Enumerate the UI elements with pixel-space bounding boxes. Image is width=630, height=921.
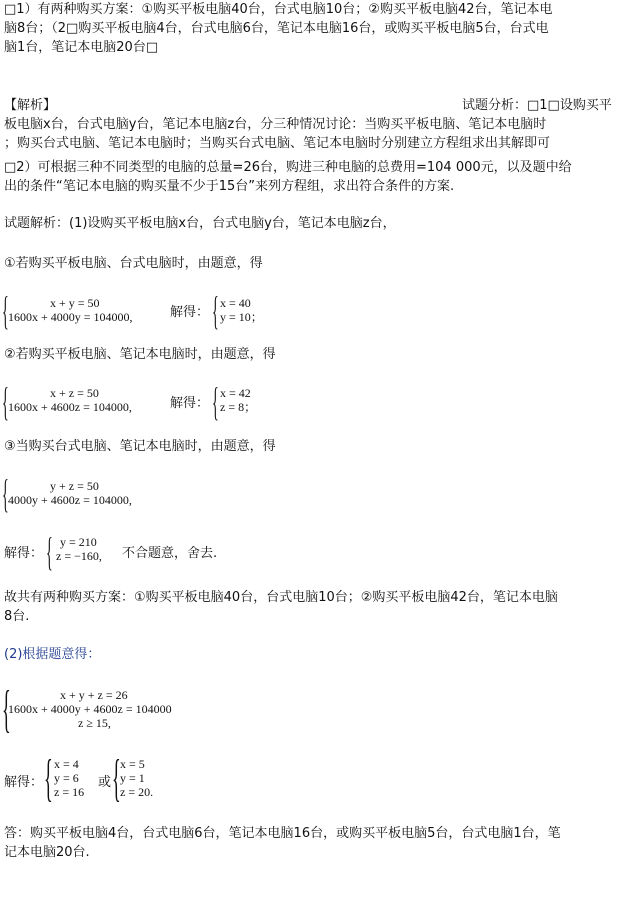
case-2-heading: ②若购买平板电脑、笔记本电脑时，由题意，得: [4, 347, 276, 362]
equation: 4000y + 4600z = 104000,: [8, 493, 132, 507]
analysis-heading: 【解析】: [4, 98, 57, 113]
analysis-line-4: 出的条件“笔记本电脑的购买量不少于15台”来列方程组，求出符合条件的方案.: [4, 179, 455, 194]
left-brace: {: [46, 529, 53, 574]
analysis-line-1: 板电脑x台，台式电脑y台，笔记本电脑z台，分三种情况讨论：当购买平板电脑、笔记本电脑时: [4, 117, 547, 132]
equation: z = −160,: [56, 549, 102, 563]
analysis-line-2: ；购买台式电脑、笔记本电脑时；当购买台式电脑、笔记本电脑时分别建立方程组求出其解即可: [4, 136, 551, 151]
equation: 1600x + 4000y + 4600z = 104000: [8, 702, 172, 716]
solution-label: 解得：: [4, 546, 44, 561]
equation: y = 10；: [220, 310, 263, 324]
left-brace: {: [2, 471, 9, 516]
left-brace: {: [2, 681, 11, 738]
equation: z = 20.: [120, 785, 154, 799]
reject-note: 不合题意，舍去.: [122, 546, 218, 561]
equation: x + y + z = 26: [60, 688, 128, 702]
left-brace: {: [2, 379, 9, 424]
solution-intro: 试题解析：(1)设购买平板电脑x台，台式电脑y台，笔记本电脑z台，: [4, 216, 396, 231]
left-brace: {: [212, 379, 219, 424]
equation: y = 210: [60, 535, 97, 549]
solution-label: 解得：: [170, 396, 210, 411]
equation: x = 5: [120, 757, 145, 771]
equation: z = 8；: [220, 400, 257, 414]
equation: z ≥ 15,: [78, 716, 111, 730]
or-label: 或: [98, 775, 112, 790]
answer-line-2: 脑8台；（2□购买平板电脑4台，台式电脑6台，笔记本电脑16台，或购买平板电脑5台，台式电: [4, 21, 549, 36]
equation: x = 42: [220, 386, 251, 400]
case-3-heading: ③当购买台式电脑、笔记本电脑时，由题意，得: [4, 439, 276, 454]
left-brace: {: [44, 750, 53, 807]
answer-line-1: □1）有两种购买方案：①购买平板电脑40台，台式电脑10台；②购买平板电脑42台，笔记本电: [4, 2, 553, 17]
equation: 1600x + 4600z = 104000,: [8, 400, 132, 414]
case-1-heading: ①若购买平板电脑、台式电脑时，由题意，得: [4, 256, 263, 271]
equation: 1600x + 4000y = 104000,: [8, 310, 133, 324]
part-2-heading: (2)根据题意得：: [4, 647, 101, 662]
left-brace: {: [212, 288, 219, 333]
final-answer-line-2: 记本电脑20台.: [4, 845, 90, 860]
analysis-line-3: □2）可根据三种不同类型的电脑的总量=26台，购进三种电脑的总费用=104 000元，以及题中给: [4, 160, 572, 175]
equation: y + z = 50: [50, 479, 99, 493]
equation: y = 1: [120, 771, 145, 785]
final-answer-line-1: 答：购买平板电脑4台，台式电脑6台，笔记本电脑16台，或购买平板电脑5台，台式电脑1台，笔: [4, 826, 561, 841]
equation: y = 6: [54, 771, 79, 785]
conclusion-line-1: 故共有两种购买方案：①购买平板电脑40台，台式电脑10台；②购买平板电脑42台，笔记本电脑: [4, 590, 558, 605]
conclusion-line-2: 8台.: [4, 609, 30, 624]
left-brace: {: [2, 288, 9, 333]
equation: z = 16: [54, 785, 85, 799]
equation: x + z = 50: [50, 386, 99, 400]
equation: x = 4: [54, 757, 79, 771]
analysis-intro: 试题分析：□1□设购买平: [462, 98, 612, 113]
answer-line-3: 脑1台，笔记本电脑20台□: [4, 40, 159, 55]
solution-label: 解得：: [4, 775, 44, 790]
equation: x = 40: [220, 296, 251, 310]
solution-label: 解得：: [170, 305, 210, 320]
left-brace: {: [112, 750, 121, 807]
equation: x + y = 50: [50, 296, 100, 310]
